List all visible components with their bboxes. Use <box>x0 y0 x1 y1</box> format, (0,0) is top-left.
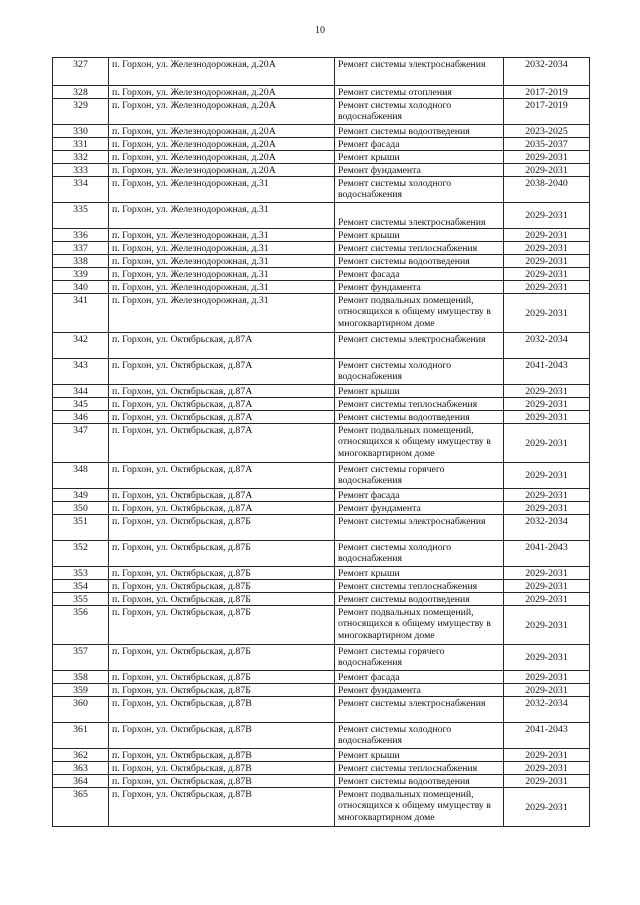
address-cell: п. Горхон, ул. Железнодорожная, д.31 <box>109 294 335 333</box>
address-cell: п. Горхон, ул. Октябрьская, д.87Б <box>109 671 335 684</box>
address-cell: п. Горхон, ул. Железнодорожная, д.31 <box>109 203 335 229</box>
table-row <box>53 164 590 177</box>
address-cell: п. Горхон, ул. Октябрьская, д.87А <box>109 333 335 359</box>
work-type-cell: Ремонт системы теплоснабжения <box>335 398 504 411</box>
row-number-cell: 333 <box>53 164 109 177</box>
table-row <box>53 151 590 164</box>
address-cell: п. Горхон, ул. Железнодорожная, д.31 <box>109 255 335 268</box>
row-number-cell: 335 <box>53 203 109 229</box>
years-cell: 2029-2031 <box>504 775 590 788</box>
table-row <box>53 541 590 567</box>
row-number-cell: 328 <box>53 86 109 99</box>
table-row <box>53 684 590 697</box>
work-type-cell: Ремонт фасада <box>335 671 504 684</box>
years-cell: 2041-2043 <box>504 723 590 749</box>
row-number-cell: 353 <box>53 567 109 580</box>
address-cell: п. Горхон, ул. Железнодорожная, д.20А <box>109 125 335 138</box>
years-cell: 2017-2019 <box>504 86 590 99</box>
row-number-cell: 364 <box>53 775 109 788</box>
years-cell: 2029-2031 <box>504 463 590 489</box>
years-cell: 2017-2019 <box>504 99 590 125</box>
years-cell: 2032-2034 <box>504 515 590 541</box>
work-type-cell: Ремонт системы электроснабжения <box>335 697 504 723</box>
table-row <box>53 671 590 684</box>
work-type-cell: Ремонт системы водоотведения <box>335 255 504 268</box>
address-cell: п. Горхон, ул. Октябрьская, д.87А <box>109 489 335 502</box>
address-cell: п. Горхон, ул. Железнодорожная, д.20А <box>109 138 335 151</box>
row-number-cell: 356 <box>53 606 109 645</box>
address-cell: п. Горхон, ул. Октябрьская, д.87В <box>109 762 335 775</box>
row-number-cell: 332 <box>53 151 109 164</box>
years-cell: 2029-2031 <box>504 255 590 268</box>
work-type-cell: Ремонт системы электроснабжения <box>335 333 504 359</box>
years-cell: 2029-2031 <box>504 593 590 606</box>
address-cell: п. Горхон, ул. Октябрьская, д.87Б <box>109 580 335 593</box>
row-number-cell: 354 <box>53 580 109 593</box>
years-cell: 2032-2034 <box>504 58 590 86</box>
work-type-cell: Ремонт системы горячего водоснабжения <box>335 463 504 489</box>
table-row <box>53 294 590 333</box>
page-number: 10 <box>315 25 325 36</box>
table-row <box>53 567 590 580</box>
row-number-cell: 336 <box>53 229 109 242</box>
table-row <box>53 749 590 762</box>
work-type-cell: Ремонт фундамента <box>335 502 504 515</box>
work-type-cell: Ремонт подвальных помещений, относящихся к общему имуществу в многоквартирном доме <box>335 424 504 463</box>
row-number-cell: 351 <box>53 515 109 541</box>
address-cell: п. Горхон, ул. Железнодорожная, д.31 <box>109 177 335 203</box>
work-type-cell: Ремонт фундамента <box>335 281 504 294</box>
table-row <box>53 489 590 502</box>
address-cell: п. Горхон, ул. Октябрьская, д.87Б <box>109 515 335 541</box>
work-type-cell: Ремонт подвальных помещений, относящихся к общему имуществу в многоквартирном доме <box>335 788 504 827</box>
table-row <box>53 229 590 242</box>
address-cell: п. Горхон, ул. Железнодорожная, д.20А <box>109 99 335 125</box>
years-cell: 2029-2031 <box>504 268 590 281</box>
years-cell: 2029-2031 <box>504 606 590 645</box>
work-type-cell: Ремонт подвальных помещений, относящихся к общему имуществу в многоквартирном доме <box>335 606 504 645</box>
table-row <box>53 281 590 294</box>
table-row <box>53 762 590 775</box>
table-row <box>53 398 590 411</box>
work-type-cell: Ремонт крыши <box>335 567 504 580</box>
years-cell: 2029-2031 <box>504 281 590 294</box>
table-row <box>53 645 590 671</box>
work-type-cell: Ремонт подвальных помещений, относящихся к общему имуществу в многоквартирном доме <box>335 294 504 333</box>
work-type-cell: Ремонт фасада <box>335 138 504 151</box>
years-cell: 2029-2031 <box>504 385 590 398</box>
years-cell: 2041-2043 <box>504 541 590 567</box>
years-cell: 2029-2031 <box>504 580 590 593</box>
address-cell: п. Горхон, ул. Октябрьская, д.87А <box>109 502 335 515</box>
table-row <box>53 580 590 593</box>
work-type-cell: Ремонт фасада <box>335 268 504 281</box>
address-cell: п. Горхон, ул. Октябрьская, д.87Б <box>109 593 335 606</box>
row-number-cell: 346 <box>53 411 109 424</box>
years-cell: 2029-2031 <box>504 645 590 671</box>
table-row <box>53 775 590 788</box>
table-row <box>53 125 590 138</box>
work-type-cell: Ремонт системы теплоснабжения <box>335 580 504 593</box>
table-row <box>53 463 590 489</box>
work-type-cell: Ремонт фундамента <box>335 164 504 177</box>
table-row <box>53 723 590 749</box>
address-cell: п. Горхон, ул. Железнодорожная, д.20А <box>109 151 335 164</box>
work-type-cell: Ремонт системы холодного водоснабжения <box>335 723 504 749</box>
work-type-cell: Ремонт системы холодного водоснабжения <box>335 359 504 385</box>
table-row <box>53 255 590 268</box>
years-cell: 2029-2031 <box>504 229 590 242</box>
row-number-cell: 340 <box>53 281 109 294</box>
years-cell: 2029-2031 <box>504 749 590 762</box>
table-row <box>53 697 590 723</box>
table-row <box>53 138 590 151</box>
years-cell: 2029-2031 <box>504 671 590 684</box>
row-number-cell: 360 <box>53 697 109 723</box>
address-cell: п. Горхон, ул. Железнодорожная, д.31 <box>109 229 335 242</box>
row-number-cell: 350 <box>53 502 109 515</box>
row-number-cell: 361 <box>53 723 109 749</box>
table-row <box>53 242 590 255</box>
years-cell: 2029-2031 <box>504 502 590 515</box>
table-row <box>53 86 590 99</box>
row-number-cell: 355 <box>53 593 109 606</box>
address-cell: п. Горхон, ул. Железнодорожная, д.31 <box>109 281 335 294</box>
table-row <box>53 788 590 827</box>
row-number-cell: 339 <box>53 268 109 281</box>
work-type-cell: Ремонт крыши <box>335 385 504 398</box>
table-row <box>53 99 590 125</box>
address-cell: п. Горхон, ул. Железнодорожная, д.31 <box>109 242 335 255</box>
years-cell: 2029-2031 <box>504 567 590 580</box>
years-cell: 2029-2031 <box>504 762 590 775</box>
years-cell: 2041-2043 <box>504 359 590 385</box>
years-cell: 2023-2025 <box>504 125 590 138</box>
address-cell: п. Горхон, ул. Октябрьская, д.87Б <box>109 541 335 567</box>
address-cell: п. Горхон, ул. Октябрьская, д.87А <box>109 359 335 385</box>
row-number-cell: 349 <box>53 489 109 502</box>
row-number-cell: 334 <box>53 177 109 203</box>
years-cell: 2029-2031 <box>504 242 590 255</box>
table-row <box>53 606 590 645</box>
years-cell: 2032-2034 <box>504 697 590 723</box>
years-cell: 2029-2031 <box>504 411 590 424</box>
table-row <box>53 203 590 229</box>
table-row <box>53 385 590 398</box>
address-cell: п. Горхон, ул. Октябрьская, д.87А <box>109 385 335 398</box>
row-number-cell: 330 <box>53 125 109 138</box>
address-cell: п. Горхон, ул. Октябрьская, д.87В <box>109 775 335 788</box>
table-row <box>53 333 590 359</box>
table-row <box>53 515 590 541</box>
repair-schedule-table <box>52 57 590 827</box>
table-row <box>53 411 590 424</box>
row-number-cell: 363 <box>53 762 109 775</box>
work-type-cell: Ремонт системы теплоснабжения <box>335 242 504 255</box>
work-type-cell: Ремонт системы электроснабжения <box>335 203 504 229</box>
work-type-cell: Ремонт системы холодного водоснабжения <box>335 177 504 203</box>
work-type-cell: Ремонт системы водоотведения <box>335 775 504 788</box>
address-cell: п. Горхон, ул. Октябрьская, д.87Б <box>109 684 335 697</box>
years-cell: 2029-2031 <box>504 489 590 502</box>
row-number-cell: 357 <box>53 645 109 671</box>
table-row <box>53 58 590 86</box>
row-number-cell: 348 <box>53 463 109 489</box>
years-cell: 2032-2034 <box>504 333 590 359</box>
row-number-cell: 344 <box>53 385 109 398</box>
work-type-cell: Ремонт фундамента <box>335 684 504 697</box>
work-type-cell: Ремонт крыши <box>335 229 504 242</box>
years-cell: 2029-2031 <box>504 164 590 177</box>
address-cell: п. Горхон, ул. Железнодорожная, д.31 <box>109 268 335 281</box>
years-cell: 2029-2031 <box>504 424 590 463</box>
row-number-cell: 338 <box>53 255 109 268</box>
table-body <box>53 58 590 827</box>
years-cell: 2029-2031 <box>504 294 590 333</box>
row-number-cell: 329 <box>53 99 109 125</box>
table-row <box>53 502 590 515</box>
table-row <box>53 593 590 606</box>
address-cell: п. Горхон, ул. Октябрьская, д.87А <box>109 463 335 489</box>
row-number-cell: 358 <box>53 671 109 684</box>
row-number-cell: 342 <box>53 333 109 359</box>
work-type-cell: Ремонт системы водоотведения <box>335 125 504 138</box>
row-number-cell: 345 <box>53 398 109 411</box>
row-number-cell: 365 <box>53 788 109 827</box>
address-cell: п. Горхон, ул. Железнодорожная, д.20А <box>109 58 335 86</box>
work-type-cell: Ремонт системы горячего водоснабжения <box>335 645 504 671</box>
row-number-cell: 327 <box>53 58 109 86</box>
address-cell: п. Горхон, ул. Октябрьская, д.87В <box>109 788 335 827</box>
address-cell: п. Горхон, ул. Октябрьская, д.87Б <box>109 645 335 671</box>
work-type-cell: Ремонт системы электроснабжения <box>335 515 504 541</box>
years-cell: 2029-2031 <box>504 684 590 697</box>
work-type-cell: Ремонт крыши <box>335 749 504 762</box>
row-number-cell: 343 <box>53 359 109 385</box>
address-cell: п. Горхон, ул. Октябрьская, д.87А <box>109 424 335 463</box>
table-row <box>53 268 590 281</box>
work-type-cell: Ремонт фасада <box>335 489 504 502</box>
row-number-cell: 331 <box>53 138 109 151</box>
address-cell: п. Горхон, ул. Октябрьская, д.87В <box>109 749 335 762</box>
row-number-cell: 352 <box>53 541 109 567</box>
row-number-cell: 359 <box>53 684 109 697</box>
table-row <box>53 424 590 463</box>
row-number-cell: 341 <box>53 294 109 333</box>
work-type-cell: Ремонт системы холодного водоснабжения <box>335 541 504 567</box>
address-cell: п. Горхон, ул. Железнодорожная, д.20А <box>109 164 335 177</box>
address-cell: п. Горхон, ул. Октябрьская, д.87А <box>109 398 335 411</box>
work-type-cell: Ремонт системы отопления <box>335 86 504 99</box>
row-number-cell: 362 <box>53 749 109 762</box>
address-cell: п. Горхон, ул. Октябрьская, д.87Б <box>109 567 335 580</box>
years-cell: 2029-2031 <box>504 788 590 827</box>
address-cell: п. Горхон, ул. Железнодорожная, д.20А <box>109 86 335 99</box>
years-cell: 2029-2031 <box>504 398 590 411</box>
years-cell: 2029-2031 <box>504 151 590 164</box>
table-row <box>53 177 590 203</box>
work-type-cell: Ремонт крыши <box>335 151 504 164</box>
row-number-cell: 347 <box>53 424 109 463</box>
address-cell: п. Горхон, ул. Октябрьская, д.87В <box>109 697 335 723</box>
address-cell: п. Горхон, ул. Октябрьская, д.87А <box>109 411 335 424</box>
work-type-cell: Ремонт системы водоотведения <box>335 411 504 424</box>
address-cell: п. Горхон, ул. Октябрьская, д.87Б <box>109 606 335 645</box>
years-cell: 2035-2037 <box>504 138 590 151</box>
work-type-cell: Ремонт системы холодного водоснабжения <box>335 99 504 125</box>
work-type-cell: Ремонт системы электроснабжения <box>335 58 504 86</box>
address-cell: п. Горхон, ул. Октябрьская, д.87В <box>109 723 335 749</box>
years-cell: 2029-2031 <box>504 203 590 229</box>
years-cell: 2038-2040 <box>504 177 590 203</box>
table-row <box>53 359 590 385</box>
work-type-cell: Ремонт системы водоотведения <box>335 593 504 606</box>
row-number-cell: 337 <box>53 242 109 255</box>
work-type-cell: Ремонт системы теплоснабжения <box>335 762 504 775</box>
